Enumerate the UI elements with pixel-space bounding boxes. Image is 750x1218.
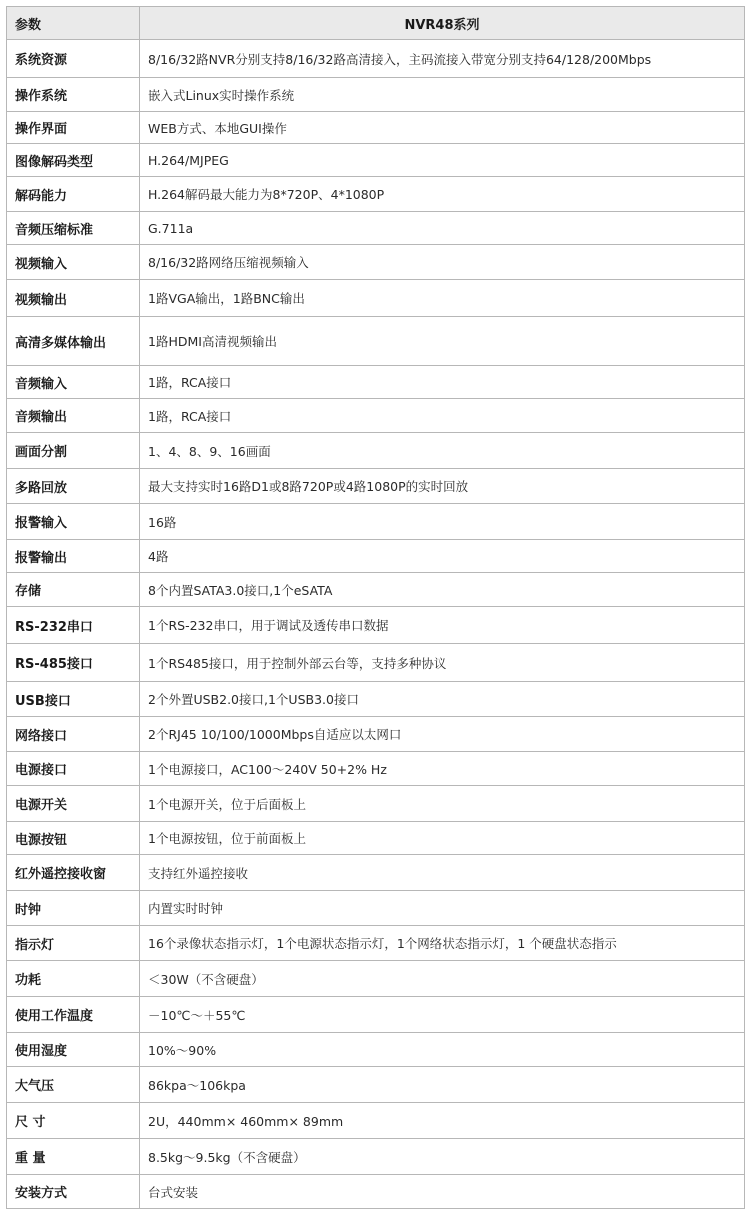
row-label: 功耗: [7, 961, 140, 997]
row-value: 86kpa～106kpa: [140, 1067, 745, 1103]
row-value: 2U，440mm× 460mm× 89mm: [140, 1103, 745, 1139]
row-label: USB接口: [7, 682, 140, 717]
row-value: 1路，RCA接口: [140, 366, 745, 399]
table-row: [7, 786, 745, 822]
row-value: 支持红外遥控接收: [140, 855, 745, 891]
table-row: [7, 961, 745, 997]
table-row: [7, 144, 745, 177]
row-value: WEB方式、本地GUI操作: [140, 112, 745, 144]
row-value: 8/16/32路网络压缩视频输入: [140, 245, 745, 280]
row-value: 1、4、8、9、16画面: [140, 433, 745, 469]
table-row: [7, 1139, 745, 1175]
table-row: [7, 78, 745, 112]
table-row: [7, 112, 745, 144]
table-row: [7, 1103, 745, 1139]
row-label: 音频压缩标准: [7, 212, 140, 245]
row-value: H.264解码最大能力为8*720P、4*1080P: [140, 177, 745, 212]
row-label: 视频输出: [7, 280, 140, 317]
row-label: 画面分割: [7, 433, 140, 469]
row-label: 电源接口: [7, 752, 140, 786]
row-value: 16路: [140, 504, 745, 540]
row-value: 1个RS485接口，用于控制外部云台等，支持多种协议: [140, 644, 745, 682]
table-row: [7, 177, 745, 212]
row-value: －10℃～＋55℃: [140, 997, 745, 1033]
table-row: [7, 1067, 745, 1103]
row-value: 2个RJ45 10/100/1000Mbps自适应以太网口: [140, 717, 745, 752]
row-label: 使用湿度: [7, 1033, 140, 1067]
spec-body: [7, 40, 745, 1209]
row-value: 16个录像状态指示灯，1个电源状态指示灯，1个网络状态指示灯，1 个硬盘状态指示: [140, 926, 745, 961]
table-row: [7, 280, 745, 317]
row-label: 系统资源: [7, 40, 140, 78]
row-label: 解码能力: [7, 177, 140, 212]
table-row: [7, 540, 745, 573]
row-label: 指示灯: [7, 926, 140, 961]
row-value: 2个外置USB2.0接口,1个USB3.0接口: [140, 682, 745, 717]
row-label: 电源按钮: [7, 822, 140, 855]
table-row: [7, 573, 745, 607]
row-label: 红外遥控接收窗: [7, 855, 140, 891]
table-row: [7, 997, 745, 1033]
row-value: 最大支持实时16路D1或8路720P或4路1080P的实时回放: [140, 469, 745, 504]
row-label: RS-485接口: [7, 644, 140, 682]
row-value: 8.5kg～9.5kg（不含硬盘）: [140, 1139, 745, 1175]
table-row: [7, 212, 745, 245]
row-value: 8/16/32路NVR分别支持8/16/32路高清接入，主码流接入带宽分别支持64/128/200Mbps: [140, 40, 745, 78]
row-value: ＜30W（不含硬盘）: [140, 961, 745, 997]
table-row: [7, 891, 745, 926]
row-value: 1个电源接口，AC100～240V 50+2% Hz: [140, 752, 745, 786]
row-label: 网络接口: [7, 717, 140, 752]
table-row: [7, 717, 745, 752]
row-value: 10%～90%: [140, 1033, 745, 1067]
row-label: 大气压: [7, 1067, 140, 1103]
table-row: [7, 245, 745, 280]
row-label: 音频输入: [7, 366, 140, 399]
table-row: [7, 926, 745, 961]
row-label: 视频输入: [7, 245, 140, 280]
row-label: 电源开关: [7, 786, 140, 822]
row-value: 4路: [140, 540, 745, 573]
row-label: 高清多媒体输出: [7, 317, 140, 366]
table-row: [7, 469, 745, 504]
row-value: G.711a: [140, 212, 745, 245]
table-row: [7, 822, 745, 855]
table-row: [7, 317, 745, 366]
table-row: [7, 399, 745, 433]
row-label: 存储: [7, 573, 140, 607]
row-value: 1路VGA输出，1路BNC输出: [140, 280, 745, 317]
model-column-header: NVR48系列: [140, 7, 745, 40]
table-row: [7, 433, 745, 469]
row-value: 嵌入式Linux实时操作系统: [140, 78, 745, 112]
row-value: 1个电源按钮，位于前面板上: [140, 822, 745, 855]
table-row: [7, 1175, 745, 1209]
table-row: [7, 607, 745, 644]
row-value: 1路，RCA接口: [140, 399, 745, 433]
spec-table: [6, 6, 745, 1209]
row-label: 安装方式: [7, 1175, 140, 1209]
row-label: 图像解码类型: [7, 144, 140, 177]
row-label: 时钟: [7, 891, 140, 926]
row-label: 使用工作温度: [7, 997, 140, 1033]
table-row: [7, 855, 745, 891]
row-value: 1个RS-232串口，用于调试及透传串口数据: [140, 607, 745, 644]
row-label: 尺 寸: [7, 1103, 140, 1139]
row-value: 8个内置SATA3.0接口,1个eSATA: [140, 573, 745, 607]
table-row: [7, 752, 745, 786]
row-label: 多路回放: [7, 469, 140, 504]
table-row: [7, 682, 745, 717]
param-column-header: 参数: [7, 7, 140, 40]
header-row: [7, 7, 745, 40]
row-value: 1个电源开关，位于后面板上: [140, 786, 745, 822]
row-value: 内置实时时钟: [140, 891, 745, 926]
row-label: 音频输出: [7, 399, 140, 433]
row-label: 重 量: [7, 1139, 140, 1175]
row-label: RS-232串口: [7, 607, 140, 644]
table-row: [7, 1033, 745, 1067]
table-row: [7, 504, 745, 540]
row-label: 操作界面: [7, 112, 140, 144]
row-value: 台式安装: [140, 1175, 745, 1209]
table-row: [7, 366, 745, 399]
table-row: [7, 40, 745, 78]
row-value: 1路HDMI高清视频输出: [140, 317, 745, 366]
row-label: 操作系统: [7, 78, 140, 112]
table-row: [7, 644, 745, 682]
row-label: 报警输出: [7, 540, 140, 573]
row-value: H.264/MJPEG: [140, 144, 745, 177]
row-label: 报警输入: [7, 504, 140, 540]
